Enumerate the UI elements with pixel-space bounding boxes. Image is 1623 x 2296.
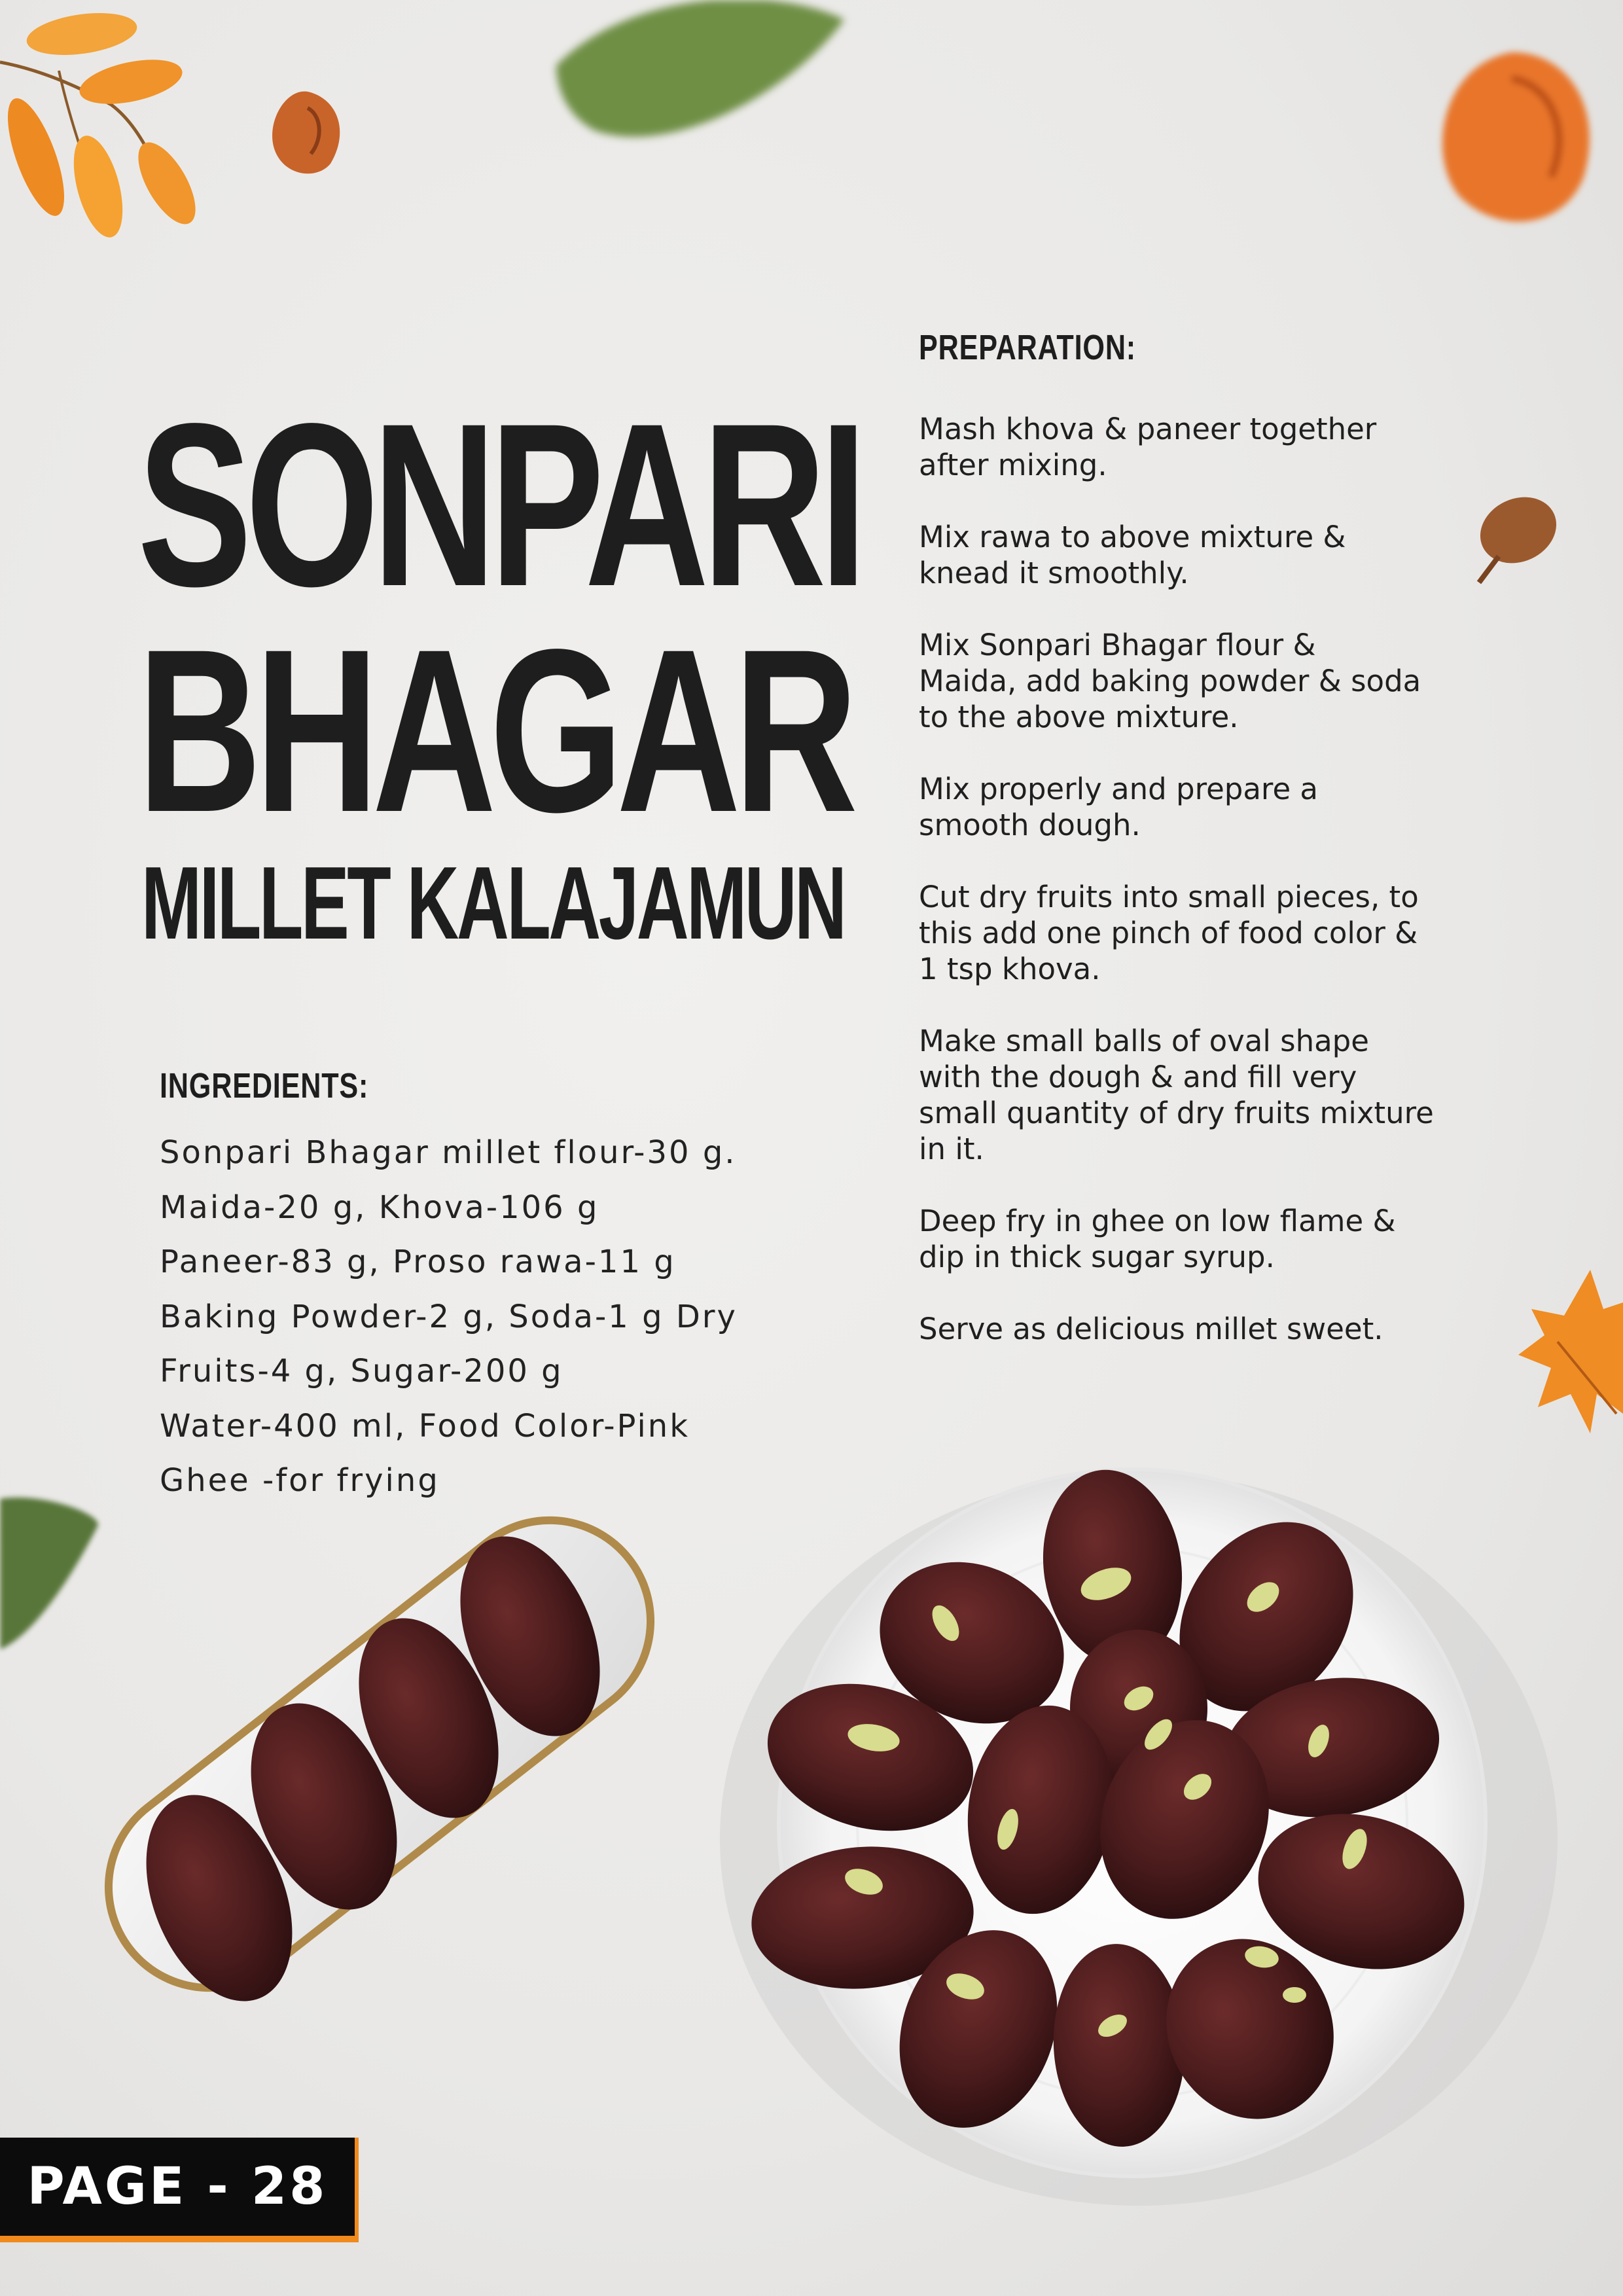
ingredient-line: Ghee -for frying [160, 1462, 440, 1499]
title-line-2: BHAGAR [137, 601, 851, 861]
step-line: Cut dry fruits into small pieces, to [919, 880, 1419, 914]
ingredient-line: Maida-20 g, Khova-106 g [160, 1189, 599, 1226]
ingredient-line: Water-400 ml, Food Color-Pink [160, 1407, 690, 1444]
preparation-step [919, 519, 1508, 591]
recipe-title [137, 376, 861, 861]
preparation-step [919, 411, 1508, 483]
step-line: small quantity of dry fruits mixture [919, 1096, 1434, 1130]
step-line: knead it smoothly. [919, 556, 1189, 590]
title-line-1: SONPARI [137, 376, 861, 635]
preparation-step [919, 771, 1508, 843]
step-line: Mix Sonpari Bhagar flour & [919, 628, 1316, 662]
step-line: in it. [919, 1132, 984, 1166]
preparation-step [919, 1023, 1508, 1167]
dry-flower-icon [259, 85, 357, 183]
preparation-heading: PREPARATION: [919, 328, 1136, 367]
step-line: Make small balls of oval shape [919, 1024, 1369, 1058]
ingredient-line: Baking Powder-2 g, Soda-1 g Dry [160, 1298, 738, 1335]
ingredients-heading: INGREDIENTS: [160, 1066, 369, 1105]
step-line: to the above mixture. [919, 700, 1239, 734]
step-line: Mash khova & paneer together [919, 412, 1377, 446]
orange-flower-icon [1420, 39, 1610, 249]
preparation-step [919, 1203, 1508, 1275]
preparation-step [919, 1311, 1508, 1347]
maple-leaf-icon [1518, 1263, 1623, 1440]
step-line: Deep fry in ghee on low flame & [919, 1204, 1396, 1238]
step-line: dip in thick sugar syrup. [919, 1240, 1275, 1274]
ingredients-section [160, 1066, 814, 1509]
step-line: Mix rawa to above mixture & [919, 520, 1346, 554]
step-line: smooth dough. [919, 808, 1141, 842]
step-line: Mix properly and prepare a [919, 772, 1319, 806]
step-line: Serve as delicious millet sweet. [919, 1312, 1383, 1346]
step-line: this add one pinch of food color & [919, 916, 1418, 950]
step-line: with the dough & and fill very [919, 1060, 1357, 1094]
step-line: Maida, add baking powder & soda [919, 664, 1421, 698]
recipe-subtitle: MILLET KALAJAMUN [141, 846, 845, 961]
kalajamun-tray-image [39, 1453, 720, 2055]
ingredient-line: Paneer-83 g, Proso rawa-11 g [160, 1244, 676, 1280]
step-line: 1 tsp khova. [919, 952, 1101, 986]
preparation-step [919, 879, 1508, 987]
autumn-leaves-branch-icon [0, 0, 223, 249]
ingredient-line: Fruits-4 g, Sugar-200 g [160, 1353, 563, 1390]
ingredient-line: Sonpari Bhagar millet flour-30 g. [160, 1134, 737, 1171]
kalajamun-plate-image [713, 1446, 1558, 2219]
step-line: after mixing. [919, 448, 1107, 482]
preparation-section [919, 327, 1508, 1383]
green-leaf-icon [543, 0, 857, 157]
preparation-step [919, 627, 1508, 735]
page-number-badge: PAGE - 28 [0, 2138, 355, 2236]
